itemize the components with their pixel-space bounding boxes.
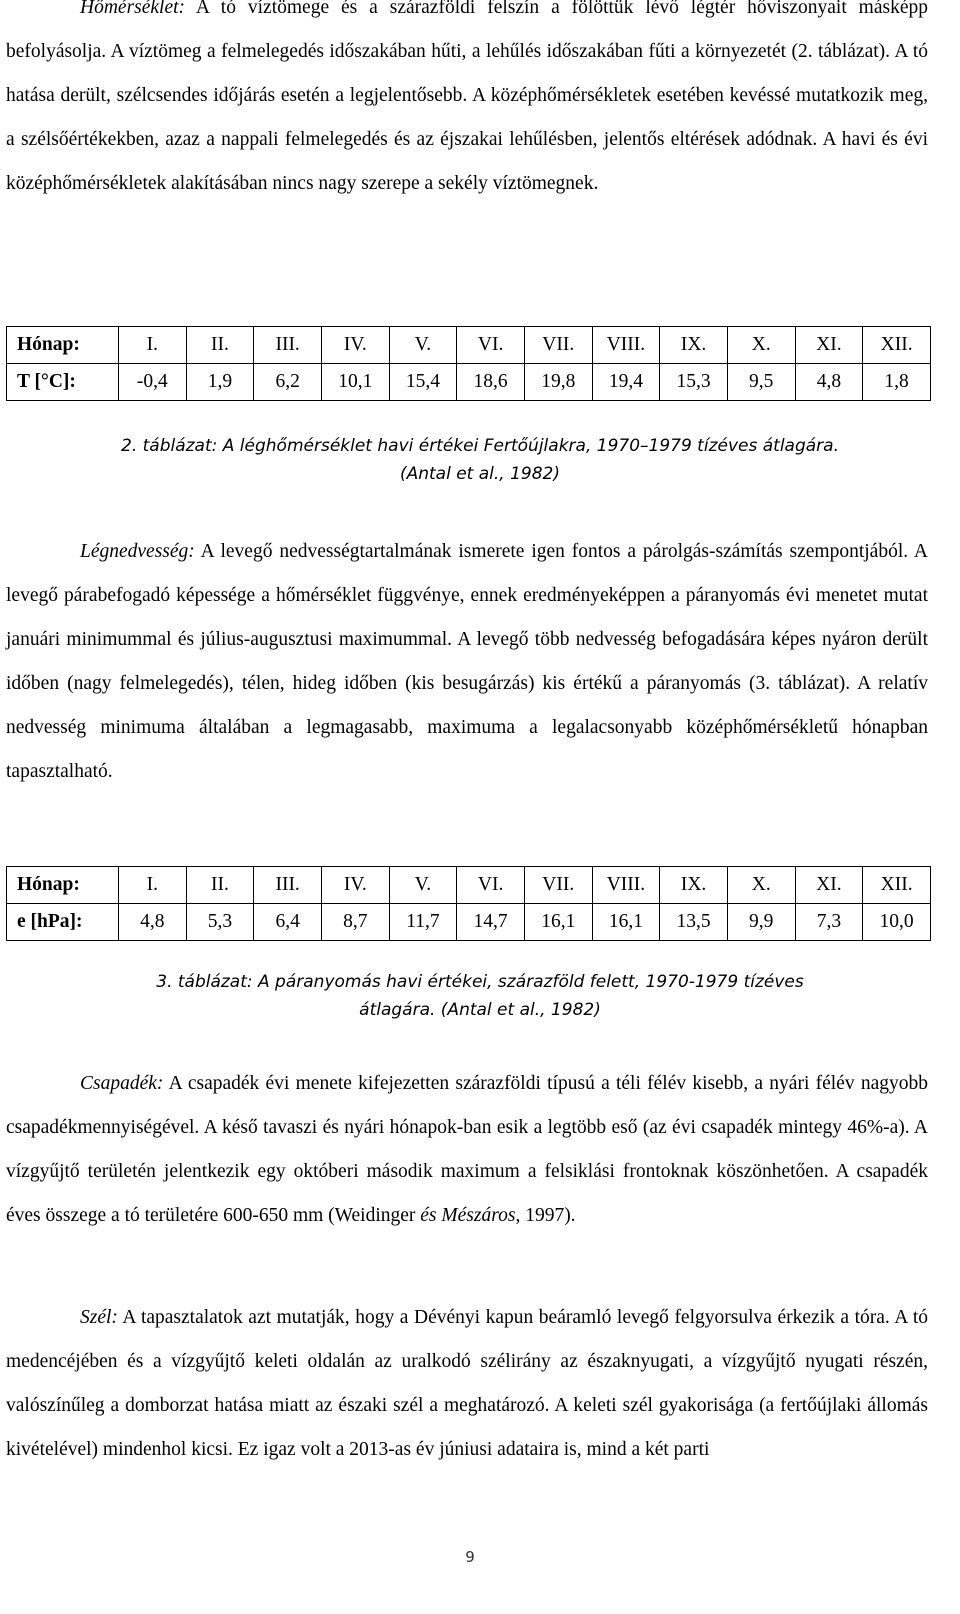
row-label: T [°C]:: [7, 364, 119, 401]
paragraph-precipitation-text: A csapadék évi menete kifejezetten szárazföldi típusú a téli félév kisebb, a nyári félév nagyobb csapadékmennyiségével. A késő tavaszi és nyári hónapok-ban esik a legtöbb eső (az évi csapadék mintegy 46%-a). A vízgyűjtő területén jelentkezik egy októberi második maximum a felsiklási frontoknak köszönhetően. A csapadék éves összege a tó területére 600-650 mm (Weidinger: [6, 1073, 928, 1226]
month-cell: XII.: [863, 867, 931, 904]
value-cell: 9,9: [727, 904, 795, 941]
caption-line: 2. táblázat: A léghőmérséklet havi értékei Fertőújlakra, 1970–1979 tízéves átlagára.: [121, 436, 839, 456]
value-cell: 16,1: [524, 904, 592, 941]
month-cell: VIII.: [592, 867, 660, 904]
caption-line: 3. táblázat: A páranyomás havi értékei, szárazföld felett, 1970-1979 tízéves: [156, 972, 804, 992]
value-cell: 6,4: [254, 904, 322, 941]
paragraph-humidity: [6, 530, 928, 794]
table-row: [7, 867, 931, 904]
value-cell: 9,5: [727, 364, 795, 401]
month-cell: II.: [186, 867, 254, 904]
caption-year: , 1982): [540, 1000, 601, 1020]
row-label: Hónap:: [7, 327, 119, 364]
value-cell: 1,8: [863, 364, 931, 401]
month-cell: VIII.: [592, 327, 660, 364]
month-cell: V.: [389, 327, 457, 364]
month-cell: VI.: [457, 867, 525, 904]
month-cell: VII.: [524, 327, 592, 364]
month-cell: XI.: [795, 327, 863, 364]
value-cell: 11,7: [389, 904, 457, 941]
paragraph-precipitation: [6, 1062, 928, 1238]
page-number: 9: [465, 1548, 475, 1566]
value-cell: 5,3: [186, 904, 254, 941]
month-cell: X.: [727, 327, 795, 364]
month-cell: II.: [186, 327, 254, 364]
month-cell: IX.: [660, 867, 728, 904]
value-cell: 15,3: [660, 364, 728, 401]
vapor-pressure-table-caption: [0, 968, 960, 1024]
citation-year: , 1997).: [515, 1205, 576, 1226]
caption-line: [0, 996, 960, 1024]
value-cell: 10,1: [321, 364, 389, 401]
month-cell: V.: [389, 867, 457, 904]
term-wind: Szél:: [80, 1307, 118, 1328]
temperature-table: [6, 326, 931, 401]
value-cell: -0,4: [119, 364, 187, 401]
value-cell: 10,0: [863, 904, 931, 941]
caption-citation: (Antal et al.: [399, 464, 500, 484]
value-cell: 19,4: [592, 364, 660, 401]
value-cell: 1,9: [186, 364, 254, 401]
month-cell: IX.: [660, 327, 728, 364]
month-cell: I.: [119, 327, 187, 364]
value-cell: 6,2: [254, 364, 322, 401]
value-cell: 4,8: [795, 364, 863, 401]
value-cell: 16,1: [592, 904, 660, 941]
month-cell: IV.: [321, 327, 389, 364]
table-row: [7, 327, 931, 364]
term-humidity: Légnedvesség:: [80, 541, 195, 562]
row-label: Hónap:: [7, 867, 119, 904]
month-cell: IV.: [321, 867, 389, 904]
month-cell: XII.: [863, 327, 931, 364]
month-cell: VI.: [457, 327, 525, 364]
paragraph-temperature: [6, 0, 928, 206]
month-cell: I.: [119, 867, 187, 904]
value-cell: 7,3: [795, 904, 863, 941]
value-cell: 15,4: [389, 364, 457, 401]
paragraph-wind: [6, 1296, 928, 1472]
row-label: e [hPa]:: [7, 904, 119, 941]
month-cell: VII.: [524, 867, 592, 904]
value-cell: 13,5: [660, 904, 728, 941]
term-temperature: Hőmérséklet:: [80, 0, 186, 18]
table-row: [7, 364, 931, 401]
value-cell: 14,7: [457, 904, 525, 941]
table-row: [7, 904, 931, 941]
month-cell: III.: [254, 327, 322, 364]
value-cell: 19,8: [524, 364, 592, 401]
caption-citation: átlagára. (Antal et al.: [359, 1000, 541, 1020]
term-precipitation: Csapadék:: [80, 1073, 164, 1094]
month-cell: III.: [254, 867, 322, 904]
paragraph-humidity-text: A levegő nedvességtartalmának ismerete igen fontos a párolgás-számítás szempontjából. A levegő párabefogadó képessége a hőmérséklet függvénye, ennek eredményeképpen a páranyomás évi menetet mutat januári minimummal és július-augusztusi maximummal. A levegő több nedvesség befogadására képes nyáron derült időben (nagy felmelegedés), télen, hideg időben (kis besugárzás) kis értékű a páranyomás (3. táblázat). A relatív nedvesség minimuma általában a legmagasabb, maximuma a legalacsonyabb középhőmérsékletű hónapban tapasztalható.: [6, 541, 928, 782]
value-cell: 8,7: [321, 904, 389, 941]
citation-authors: és Mészáros: [420, 1205, 516, 1226]
paragraph-wind-text: A tapasztalatok azt mutatják, hogy a Dévényi kapun beáramló levegő felgyorsulva érkezik a tóra. A tó medencéjében és a vízgyűjtő keleti oldalán az uralkodó szélirány az északnyugati, a vízgyűjtő nyugati részén, valószínűleg a domborzat hatása miatt az északi szél a meghatározó. A keleti szél gyakorisága (a fertőújlaki állomás kivételével) mindenhol kicsi. Ez igaz volt a 2013-as év júniusi adataira is, mind a két parti: [6, 1307, 928, 1460]
value-cell: 4,8: [119, 904, 187, 941]
value-cell: 18,6: [457, 364, 525, 401]
month-cell: XI.: [795, 867, 863, 904]
temperature-table-caption: [0, 432, 960, 488]
caption-year: , 1982): [499, 464, 561, 484]
month-cell: X.: [727, 867, 795, 904]
vapor-pressure-table: [6, 866, 931, 941]
paragraph-temperature-text: A tó víztömege és a szárazföldi felszín a fölöttük lévő légtér hőviszonyait másképp befolyásolja. A víztömeg a felmelegedés időszakában hűti, a lehűlés időszakában fűti a környezetét (2. táblázat). A tó hatása derült, szélcsendes időjárás esetén a legjelentősebb. A középhőmérsékletek esetében kevéssé mutatkozik meg, a szélsőértékekben, azaz a nappali felmelegedés és az éjszakai lehűlésben, jelentős eltérések adódnak. A havi és évi középhőmérsékletek alakításában nincs nagy szerepe a sekély víztömegnek.: [6, 0, 928, 194]
caption-line: [0, 460, 960, 488]
